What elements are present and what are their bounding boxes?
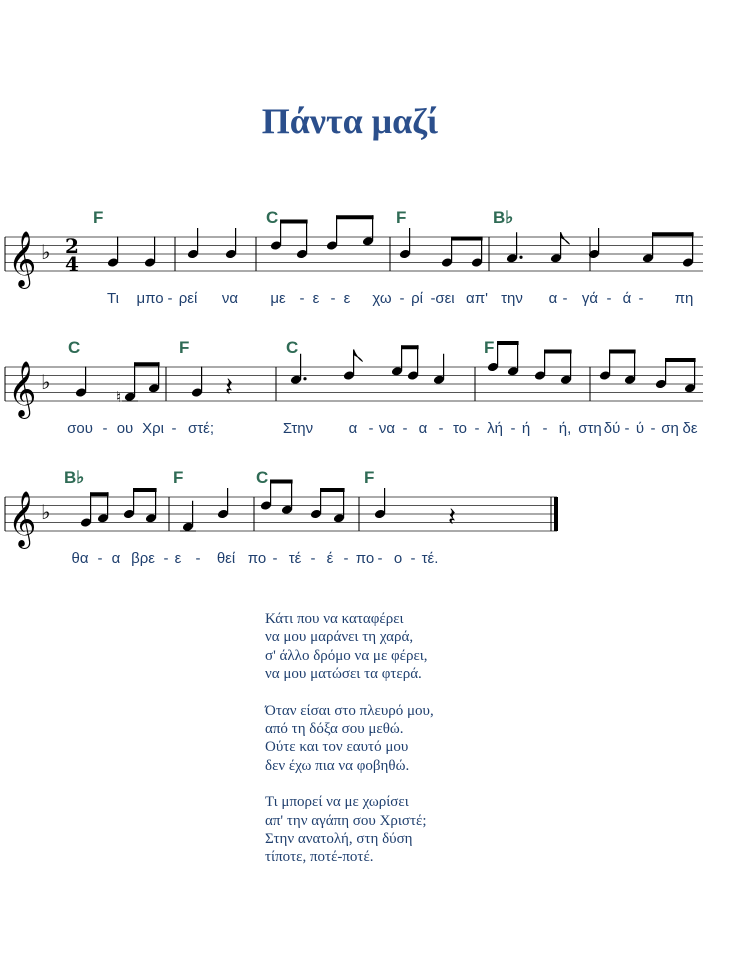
lyric-syllable: το — [452, 420, 468, 437]
key-signature-flat-icon: ♭ — [41, 240, 51, 264]
lyric-syllable: Στην — [282, 420, 314, 437]
lyric-syllable: ε — [312, 290, 320, 307]
song-title: Πάντα μαζί — [261, 101, 439, 141]
lyric-syllable: α — [348, 420, 358, 437]
lyric-hyphen: - — [430, 290, 436, 307]
lyric-syllable: ή — [521, 420, 531, 437]
treble-clef-icon: 𝄞 — [8, 361, 37, 417]
note-dot — [519, 256, 522, 259]
verse-line: Ούτε και τον εαυτό μου — [265, 739, 409, 756]
beam — [134, 488, 157, 492]
lyric-syllable: ση — [661, 420, 679, 437]
lyric-hyphen: - — [330, 290, 336, 307]
quarter-rest-icon: 𝄽 — [448, 502, 456, 533]
lyric-syllable: την — [501, 290, 523, 307]
chord-symbol: C — [256, 468, 269, 487]
treble-clef-icon: 𝄞 — [8, 231, 37, 287]
lyric-syllable: στη — [578, 420, 602, 437]
lyric-syllable: πο — [247, 550, 267, 567]
verse-stanza-3 — [265, 793, 434, 867]
verse-line: Στην ανατολή, στη δύση — [265, 831, 413, 848]
lyric-syllable: Τι — [107, 290, 119, 307]
time-signature-bottom: 4 — [65, 252, 79, 276]
verse-line: να μου ματώσει τα φτερά. — [265, 666, 422, 683]
lyric-syllable: πη — [674, 290, 694, 307]
chord-symbol: F — [396, 208, 407, 227]
lyric-syllable: ρεί — [178, 290, 198, 307]
verse-line: σ' άλλο δρόμο να με φέρει, — [265, 647, 428, 664]
beam — [271, 480, 293, 484]
beam — [498, 341, 519, 345]
beam — [321, 488, 345, 492]
beam — [281, 220, 308, 224]
key-signature-flat-icon: ♭ — [41, 500, 51, 524]
beam — [402, 345, 419, 349]
lyric-syllable: πο — [355, 550, 375, 567]
chord-symbol: F — [484, 338, 495, 357]
staff-system-3 — [5, 468, 558, 567]
chord-symbol: C — [266, 208, 279, 227]
lyric-syllable: χω — [372, 290, 392, 307]
lyric-hyphen: - — [167, 290, 173, 307]
lyric-syllable: θα — [71, 550, 89, 567]
lyric-syllable: δε — [682, 420, 698, 437]
staff-system-2 — [5, 338, 703, 437]
lyric-syllable: ε — [343, 290, 351, 307]
lyric-syllable: βρε — [131, 550, 155, 567]
lyric-syllable: να — [221, 290, 239, 307]
chord-symbol: F — [364, 468, 375, 487]
lyric-syllable: ά — [622, 290, 632, 307]
eighth-flag — [561, 232, 570, 244]
lyric-syllable: απ' — [466, 290, 488, 307]
lyric-hyphen: - — [368, 420, 374, 437]
lyric-hyphen: - — [606, 290, 612, 307]
lyric-hyphen: - — [624, 420, 630, 437]
verse-line: απ' την αγάπη σου Χριστέ; — [265, 812, 427, 829]
lyric-syllable: α — [111, 550, 121, 567]
verse-stanza-2 — [265, 702, 434, 776]
note-dot — [303, 377, 306, 380]
lyric-syllable: μπο — [136, 290, 164, 307]
time-signature-top: 2 — [65, 234, 79, 258]
lyric-hyphen: - — [438, 420, 444, 437]
lyric-hyphen: - — [474, 420, 480, 437]
lyric-syllable: ο — [393, 550, 403, 567]
lyric-syllable: με — [270, 290, 286, 307]
beam — [337, 215, 374, 219]
beam — [452, 237, 483, 241]
verse-line: από τη δόξα σου μεθώ. — [265, 721, 404, 738]
lyric-hyphen: - — [399, 290, 405, 307]
lyric-syllable: Χρι — [142, 420, 164, 437]
lyric-syllable: α — [548, 290, 558, 307]
staff-system-1 — [5, 208, 703, 307]
lyric-hyphen: - — [650, 420, 656, 437]
beam — [666, 358, 696, 362]
lyric-syllable: τέ. — [421, 550, 439, 567]
verse-line: τίποτε, ποτέ-ποτέ. — [265, 849, 374, 866]
chord-symbol: B♭ — [64, 468, 85, 487]
beam — [610, 350, 636, 354]
lyric-syllable: ύ — [635, 420, 645, 437]
lyric-syllable: σου — [67, 420, 93, 437]
lyric-hyphen: - — [410, 550, 416, 567]
verse-line: να μου μαράνει τη χαρά, — [265, 629, 414, 646]
lyric-hyphen: - — [402, 420, 408, 437]
lyric-hyphen: - — [310, 550, 316, 567]
lyric-syllable: ρί — [411, 290, 423, 307]
lyric-syllable: έ — [326, 550, 334, 567]
lyric-hyphen: - — [299, 290, 305, 307]
lyric-syllable: να — [378, 420, 396, 437]
eighth-flag — [354, 350, 363, 362]
lyric-hyphen: - — [97, 550, 103, 567]
lyric-hyphen: - — [195, 550, 201, 567]
lyric-syllable: θεί — [216, 550, 236, 567]
lyric-hyphen: - — [377, 550, 383, 567]
verse-stanza-1 — [265, 610, 434, 684]
lyric-hyphen: - — [163, 550, 169, 567]
chord-symbol: F — [173, 468, 184, 487]
beam — [135, 362, 160, 366]
lyric-hyphen: - — [171, 420, 177, 437]
lyric-hyphen: - — [272, 550, 278, 567]
lyric-hyphen: - — [510, 420, 516, 437]
lyric-syllable: ου — [116, 420, 134, 437]
lyric-hyphen: - — [102, 420, 108, 437]
chord-symbol: F — [93, 208, 104, 227]
chord-symbol: C — [68, 338, 81, 357]
verse-line: Όταν είσαι στο πλευρό μου, — [265, 702, 434, 719]
lyric-syllable: στέ; — [187, 420, 215, 437]
beam — [545, 350, 572, 354]
lyric-syllable: ή, — [558, 420, 572, 437]
treble-clef-icon: 𝄞 — [8, 491, 37, 547]
lyric-syllable: τέ — [288, 550, 302, 567]
verse-line: Τι μπορεί να με χωρίσει — [265, 794, 409, 811]
chord-symbol: B♭ — [493, 208, 514, 227]
lyric-syllable: λή — [487, 420, 503, 437]
verse-line: δεν έχω πια να φοβηθώ. — [265, 757, 410, 774]
quarter-rest-icon: 𝄽 — [225, 372, 233, 403]
lyric-syllable: α — [418, 420, 428, 437]
lyric-hyphen: - — [343, 550, 349, 567]
verse-line: Κάτι που να καταφέρει — [265, 611, 404, 627]
beam — [91, 492, 109, 496]
chord-symbol: C — [286, 338, 299, 357]
lyric-syllable: δύ — [603, 420, 621, 437]
verses-block — [265, 610, 434, 885]
lyric-syllable: σει — [435, 290, 455, 307]
lyric-syllable: ε — [174, 550, 182, 567]
lyric-hyphen: - — [562, 290, 568, 307]
key-signature-flat-icon: ♭ — [41, 370, 51, 394]
natural-sign-icon: ♮ — [116, 387, 122, 406]
beam — [653, 232, 694, 236]
final-barline-thick — [554, 497, 558, 531]
chord-symbol: F — [179, 338, 190, 357]
lyric-hyphen: - — [542, 420, 548, 437]
lyric-hyphen: - — [638, 290, 644, 307]
lyric-syllable: γά — [581, 290, 599, 307]
